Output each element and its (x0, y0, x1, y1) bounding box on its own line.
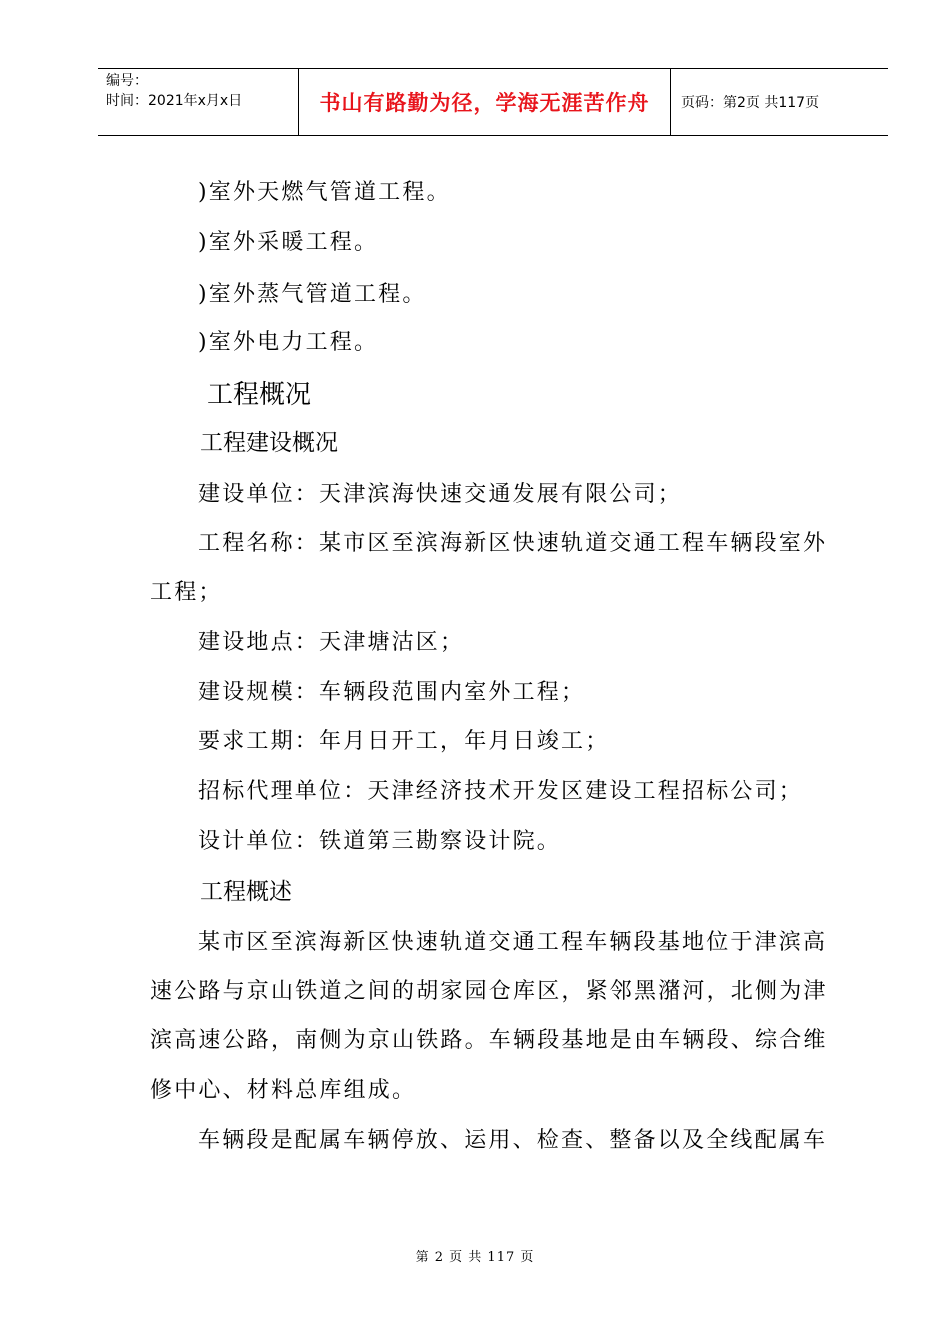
paragraph-line: 滨高速公路，南侧为京山铁路。车辆段基地是由车辆段、综合维 (150, 1028, 828, 1053)
paragraph-line: 速公路与京山铁道之间的胡家园仓库区，紧邻黑潴河，北侧为津 (150, 979, 828, 1004)
info-line: 要求工期：年月日开工，年月日竣工； (198, 729, 610, 754)
list-item: )室外采暖工程。 (198, 230, 379, 255)
info-line: 招标代理单位：天津经济技术开发区建设工程招标公司； (198, 779, 804, 804)
info-line: 工程； (150, 580, 223, 605)
subsection-heading: 工程概述 (200, 879, 292, 905)
list-item: )室外蒸气管道工程。 (198, 282, 427, 307)
section-heading: 工程概况 (207, 380, 312, 410)
header-number-label: 编号： (106, 73, 148, 89)
header-motto-cell (299, 69, 671, 135)
info-line: 工程名称：某市区至滨海新区快速轨道交通工程车辆段室外 (198, 531, 828, 556)
list-item: )室外天燃气管道工程。 (198, 180, 451, 205)
info-line: 设计单位：铁道第三勘察设计院。 (198, 829, 562, 854)
paragraph-line: 车辆段是配属车辆停放、运用、检查、整备以及全线配属车 (198, 1128, 828, 1153)
header-time-label: 时间：2021年x月x日 (106, 93, 243, 109)
page-header (98, 68, 888, 136)
page-footer: 第 2 页 共 117 页 (415, 1250, 535, 1265)
info-line: 建设单位：天津滨海快速交通发展有限公司； (198, 482, 683, 507)
list-item: )室外电力工程。 (198, 330, 379, 355)
paragraph-line: 某市区至滨海新区快速轨道交通工程车辆段基地位于津滨高 (198, 930, 828, 955)
paragraph-line: 修中心、材料总库组成。 (150, 1078, 417, 1103)
subsection-heading: 工程建设概况 (200, 430, 338, 456)
info-line: 建设规模：车辆段范围内室外工程； (198, 680, 586, 705)
info-line: 建设地点：天津塘沽区； (198, 630, 465, 655)
header-motto: 书山有路勤为径，学海无涯苦作舟 (319, 91, 650, 115)
header-meta (98, 69, 299, 135)
header-page-info: 页码：第2页 共117页 (681, 95, 820, 111)
